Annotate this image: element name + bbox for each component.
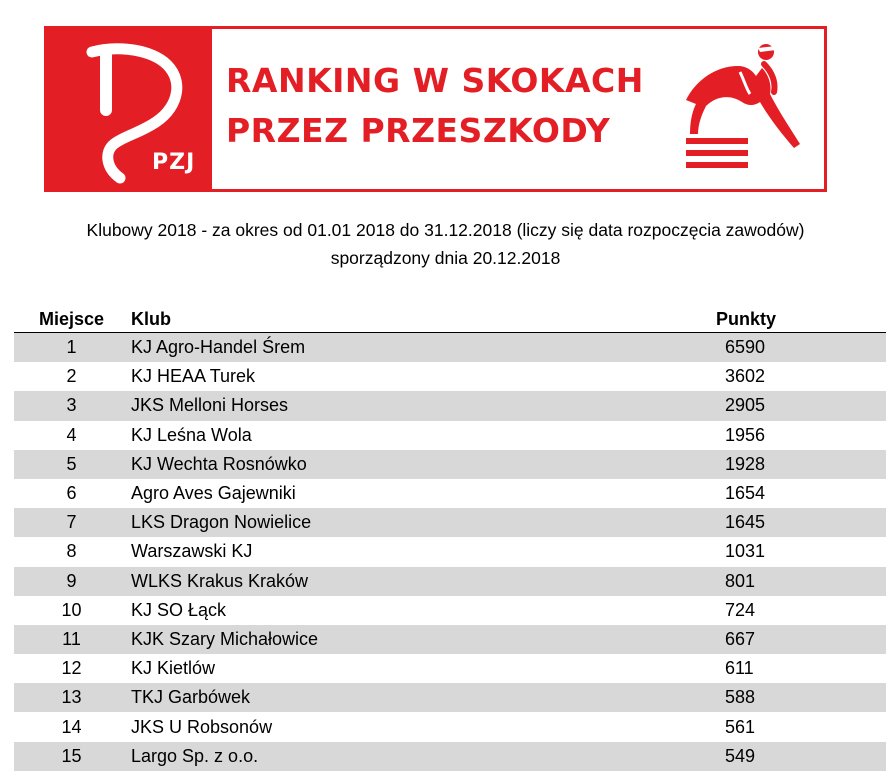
cell-points: 6590 <box>626 333 886 363</box>
header-points: Punkty <box>626 303 886 333</box>
cell-points: 1031 <box>725 541 766 562</box>
cell-points: 2905 <box>626 391 886 420</box>
header-place: Miejsce <box>14 303 129 333</box>
banner-title-line2: PRZEZ PRZESZKODY <box>226 111 611 150</box>
banner-title <box>226 56 666 156</box>
subtitle-period: Klubowy 2018 - za okres od 01.01 2018 do 31.12.2018 (liczy się data rozpoczęcia zawodów) <box>86 220 805 240</box>
cell-points: 3602 <box>725 366 766 387</box>
cell-place: 1 <box>14 333 129 363</box>
cell-place: 9 <box>14 567 129 596</box>
cell-points: 561 <box>725 716 756 737</box>
cell-points: 1956 <box>725 424 766 445</box>
table-row <box>14 479 886 508</box>
cell-place: 15 <box>14 742 129 771</box>
cell-club: Largo Sp. z o.o. <box>129 742 626 771</box>
cell-place: 11 <box>14 625 129 654</box>
cell-points: 1928 <box>626 450 886 479</box>
cell-club: KJ Leśna Wola <box>131 424 252 445</box>
cell-points: 549 <box>626 742 886 771</box>
cell-points: 724 <box>725 599 756 620</box>
cell-place: 6 <box>66 483 77 504</box>
cell-place: 10 <box>61 599 82 620</box>
cell-place: 5 <box>14 450 129 479</box>
cell-club: KJ SO Łąck <box>131 599 227 620</box>
cell-club: KJ Wechta Rosnówko <box>129 450 626 479</box>
table-header-row <box>14 303 886 333</box>
header-club: Klub <box>129 303 626 333</box>
cell-place: 12 <box>61 658 82 679</box>
cell-points: 611 <box>725 658 754 679</box>
cell-place: 7 <box>14 508 129 537</box>
table-row <box>14 391 886 420</box>
pzj-logo-text: PZJ <box>152 150 196 175</box>
cell-club: KJ Agro-Handel Śrem <box>129 333 626 363</box>
cell-club: WLKS Krakus Kraków <box>129 567 626 596</box>
table-row <box>14 654 886 683</box>
cell-points: 588 <box>626 683 886 712</box>
cell-club: JKS Melloni Horses <box>129 391 626 420</box>
table-row <box>14 421 886 450</box>
cell-points: 1645 <box>626 508 886 537</box>
table-row <box>14 450 886 479</box>
cell-club: KJK Szary Michałowice <box>129 625 626 654</box>
table-row <box>14 683 886 712</box>
cell-club: LKS Dragon Nowielice <box>129 508 626 537</box>
ranking-table <box>14 303 886 771</box>
table-row <box>14 742 886 771</box>
cell-club: KJ HEAA Turek <box>131 366 256 387</box>
cell-points: 1654 <box>725 483 766 504</box>
cell-club: Agro Aves Gajewniki <box>131 483 296 504</box>
cell-place: 8 <box>66 541 77 562</box>
cell-club: Warszawski KJ <box>131 541 253 562</box>
table-row <box>14 362 886 391</box>
horse-jumper-icon <box>680 40 810 172</box>
cell-place: 13 <box>14 683 129 712</box>
cell-place: 14 <box>61 716 82 737</box>
table-body <box>14 333 886 771</box>
header-banner <box>44 26 830 192</box>
table-row <box>14 625 886 654</box>
cell-place: 2 <box>66 366 77 387</box>
table-row <box>14 567 886 596</box>
table-row <box>14 596 886 625</box>
cell-points: 667 <box>626 625 886 654</box>
table-row <box>14 333 886 363</box>
banner-title-line1: RANKING W SKOKACH <box>226 61 644 100</box>
report-subtitle <box>0 216 891 272</box>
cell-place: 3 <box>14 391 129 420</box>
table-row <box>14 508 886 537</box>
subtitle-date: sporządzony dnia 20.12.2018 <box>330 248 561 268</box>
table-row <box>14 537 886 566</box>
cell-club: KJ Kietlów <box>131 658 216 679</box>
cell-place: 4 <box>66 424 77 445</box>
table-row <box>14 712 886 741</box>
cell-club: JKS U Robsonów <box>131 716 273 737</box>
cell-club: TKJ Garbówek <box>129 683 626 712</box>
cell-points: 801 <box>626 567 886 596</box>
